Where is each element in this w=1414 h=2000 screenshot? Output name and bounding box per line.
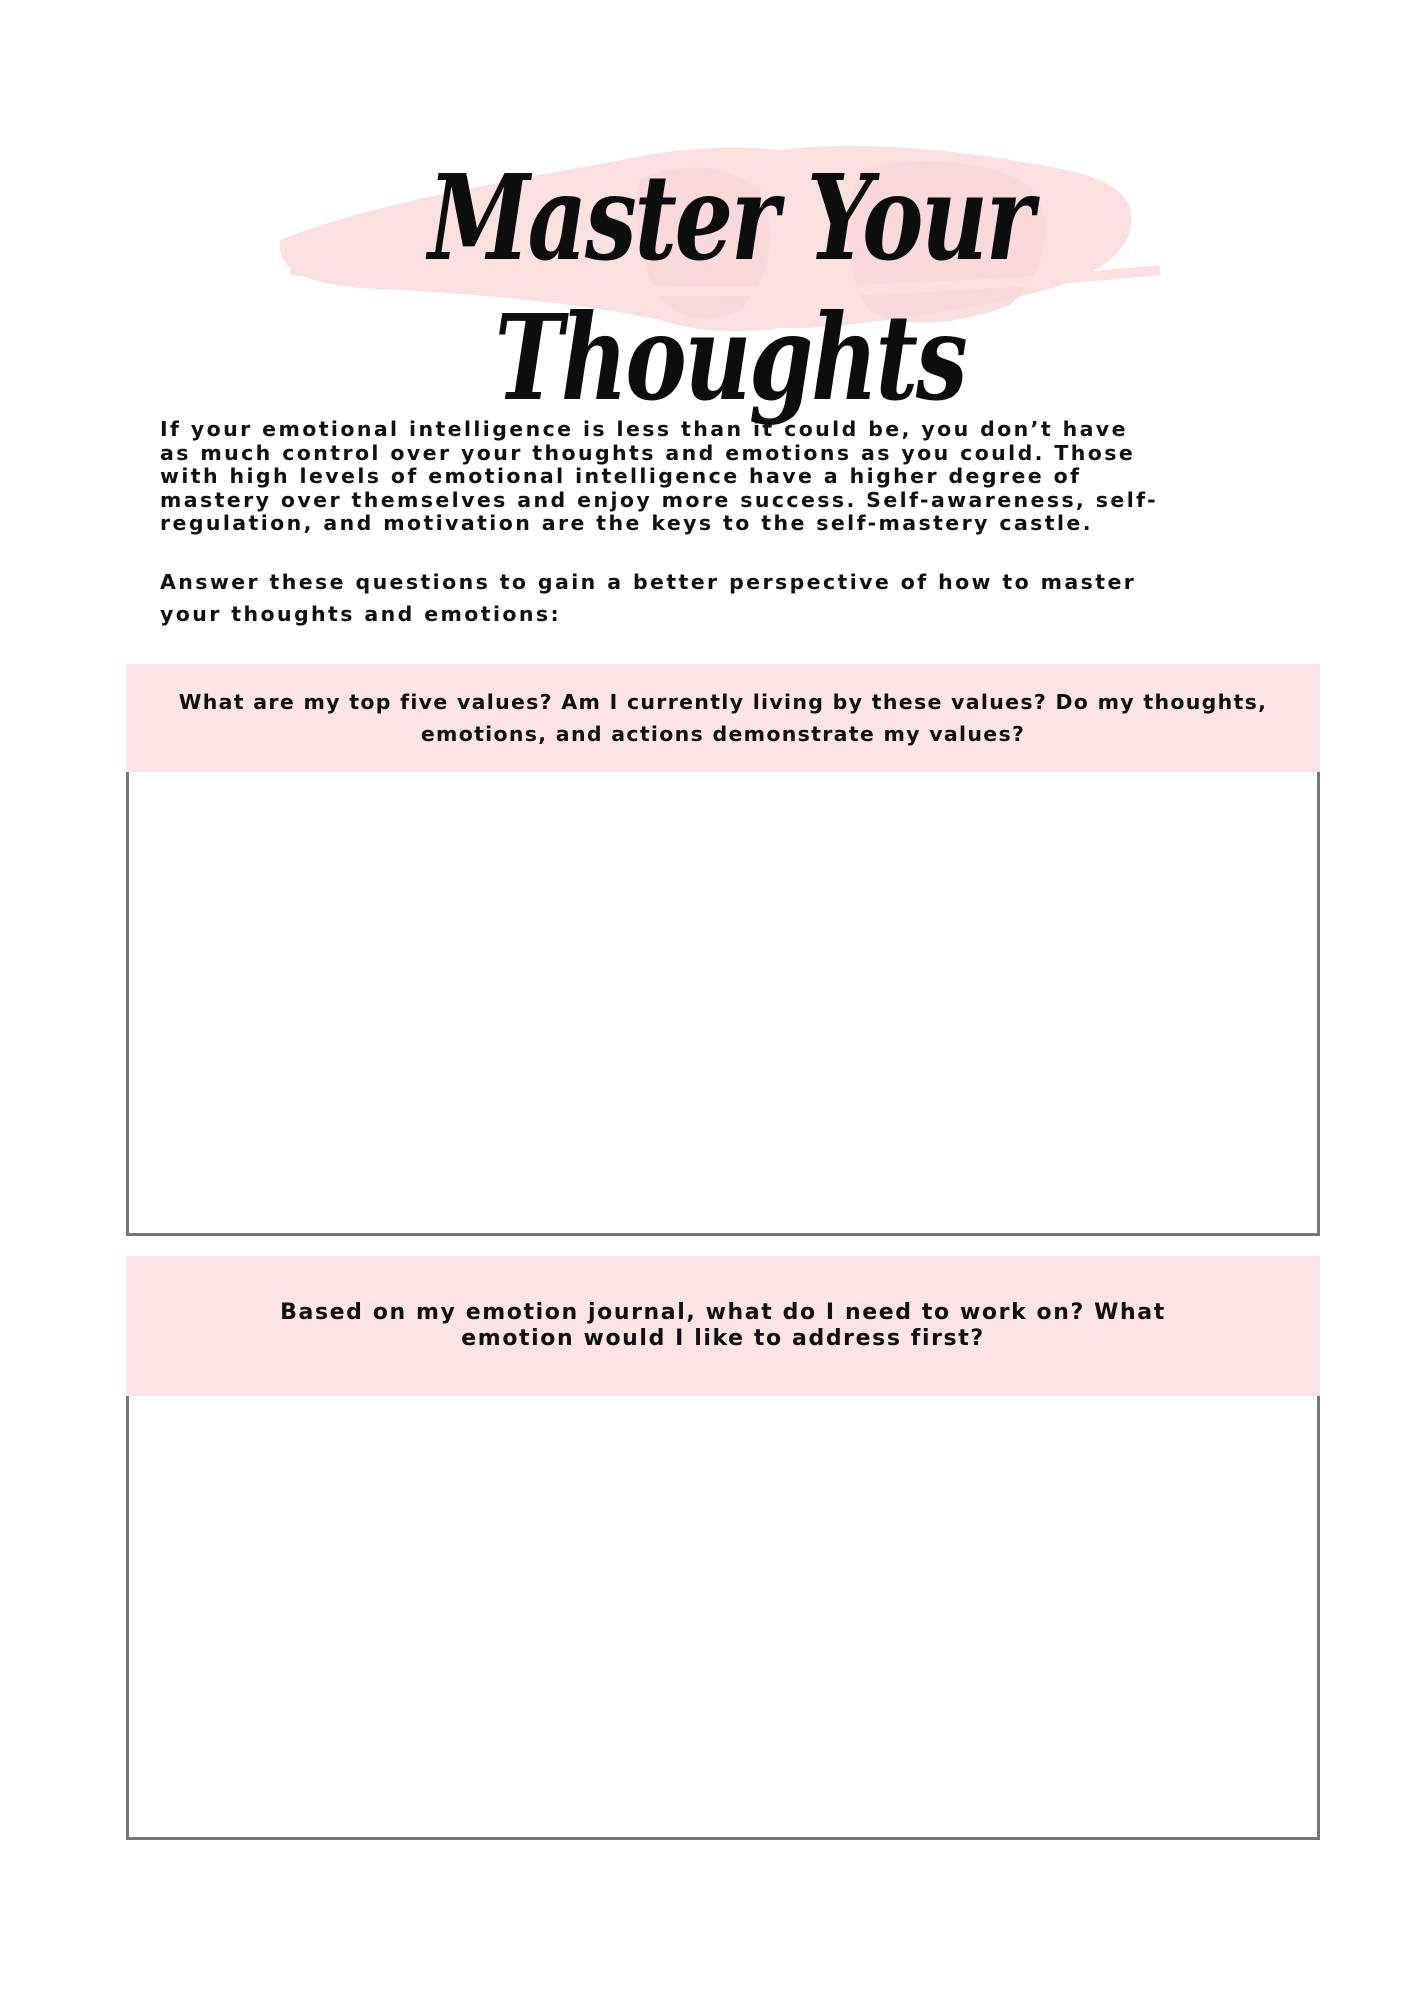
page-title: Master Your Thoughts xyxy=(428,148,1032,427)
question-2-header: Based on my emotion journal, what do I need to work on? What emotion would I like to address first? xyxy=(126,1256,1320,1396)
answer-2-box[interactable] xyxy=(126,1396,1320,1840)
answer-1-box[interactable] xyxy=(126,772,1320,1236)
title-area xyxy=(260,120,1200,427)
question-1-header: What are my top five values? Am I currently living by these values? Do my thoughts, emotions, and actions demonstrate my values? xyxy=(126,664,1320,772)
instruction-text: Answer these questions to gain a better perspective of how to master your thoughts and emotions: xyxy=(160,570,1137,626)
intro-paragraph: If your emotional intelligence is less than it could be, you don’t have as much control over your thoughts and emotions as you could. Those with high levels of emotional intelligence have a higher degree of mastery over themselves and enjoy more success. Self-awareness, self-regulation, and motivation are the keys to the self-mastery castle. xyxy=(160,417,1158,535)
